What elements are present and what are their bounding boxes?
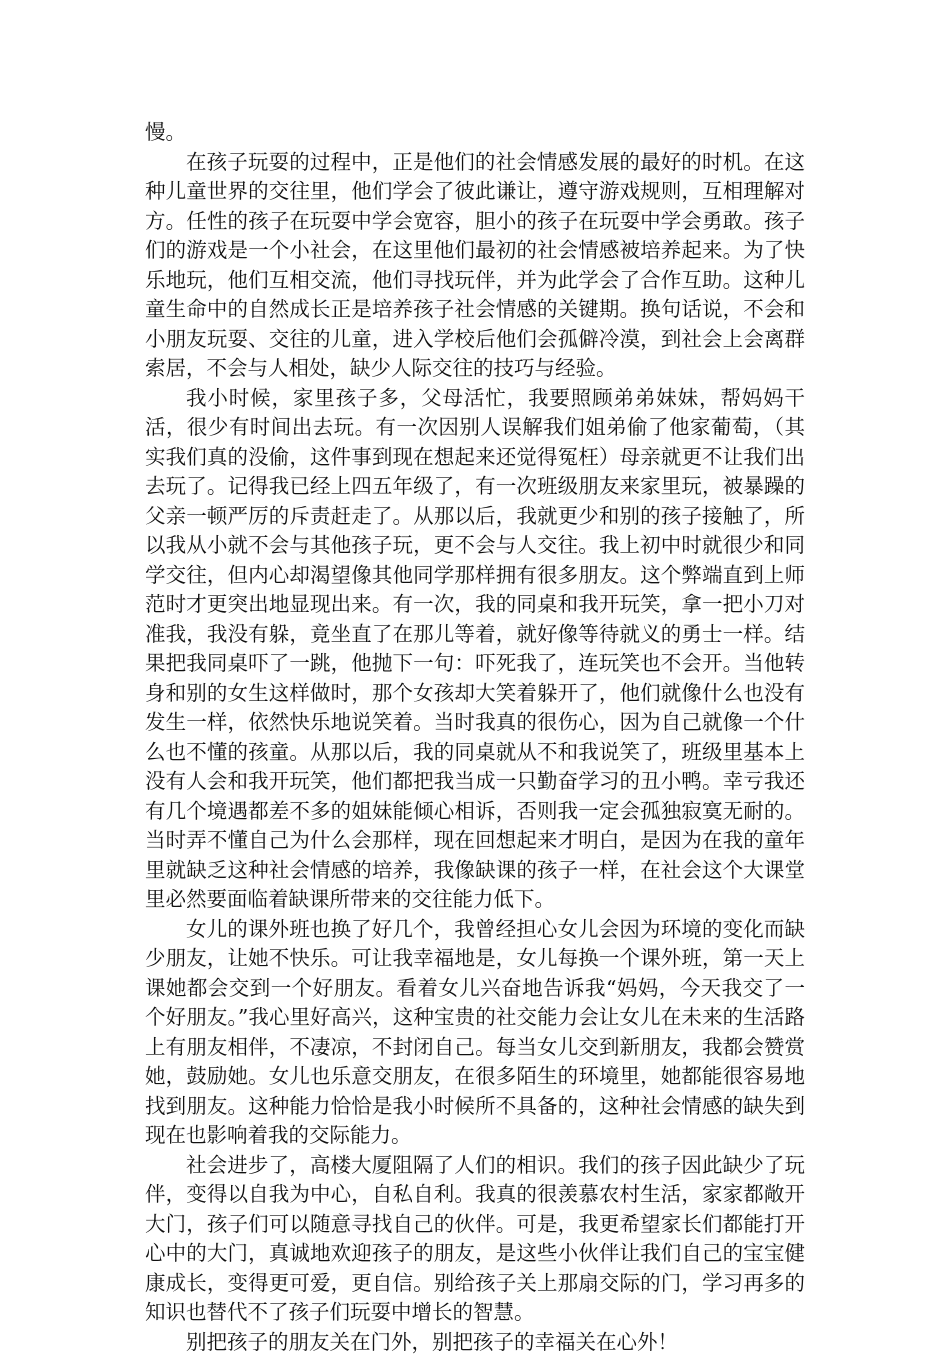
paragraph-closing: 别把孩子的朋友关在门外，别把孩子的幸福关在心外！ — [145, 1328, 805, 1357]
document-body — [145, 118, 805, 1357]
paragraph-continuation: 慢。 — [145, 118, 805, 148]
paragraph-daughter-friends: 女儿的课外班也换了好几个，我曾经担心女儿会因为环境的变化而缺少朋友，让她不快乐。可让我幸福地是，女儿每换一个课外班，第一天上课她都会交到一个好朋友。看着女儿兴奋地告诉我“妈妈，今天我交了一个好朋友。”我心里好高兴，这种宝贵的社交能力会让女儿在未来的生活路上有朋友相伴，不凄凉，不封闭自己。每当女儿交到新朋友，我都会赞赏她，鼓励她。女儿也乐意交朋友，在很多陌生的环境里，她都能很容易地找到朋友。这种能力恰恰是我小时候所不具备的，这种社会情感的缺失到现在也影响着我的交际能力。 — [145, 915, 805, 1151]
paragraph-childhood-memory: 我小时候，家里孩子多，父母活忙，我要照顾弟弟妹妹，帮妈妈干活，很少有时间出去玩。有一次因别人误解我们姐弟偷了他家葡萄，（其实我们真的没偷，这件事到现在想起来还觉得冤枉）母亲就更不让我们出去玩了。记得我已经上四五年级了，有一次班级朋友来家里玩，被暴躁的父亲一顿严厉的斥责赶走了。从那以后，我就更少和别的孩子接触了，所以我从小就不会与其他孩子玩，更不会与人交往。我上初中时就很少和同学交往，但内心却渴望像其他同学那样拥有很多朋友。这个弊端直到上师范时才更突出地显现出来。有一次，我的同桌和我开玩笑，拿一把小刀对准我，我没有躲，竟坐直了在那儿等着，就好像等待就义的勇士一样。结果把我同桌吓了一跳，他抛下一句：吓死我了，连玩笑也不会开。当他转身和别的女生这样做时，那个女孩却大笑着躲开了，他们就像什么也没有发生一样，依然快乐地说笑着。当时我真的很伤心，因为自己就像一个什么也不懂的孩童。从那以后，我的同桌就从不和我说笑了，班级里基本上没有人会和我开玩笑，他们都把我当成一只勤奋学习的丑小鸭。幸亏我还有几个境遇都差不多的姐妹能倾心相诉，否则我一定会孤独寂寞无耐的。当时弄不懂自己为什么会那样，现在回想起来才明白，是因为在我的童年里就缺乏这种社会情感的培养，我像缺课的孩子一样，在社会这个大课堂里必然要面临着缺课所带来的交往能力低下。 — [145, 384, 805, 915]
paragraph-play-social-emotion: 在孩子玩耍的过程中，正是他们的社会情感发展的最好的时机。在这种儿童世界的交往里，他们学会了彼此谦让，遵守游戏规则，互相理解对方。任性的孩子在玩耍中学会宽容，胆小的孩子在玩耍中学会勇敢。孩子们的游戏是一个小社会，在这里他们最初的社会情感被培养起来。为了快乐地玩，他们互相交流，他们寻找玩伴，并为此学会了合作互助。这种儿童生命中的自然成长正是培养孩子社会情感的关键期。换句话说，不会和小朋友玩耍、交往的儿童，进入学校后他们会孤僻冷漠，到社会上会离群索居，不会与人相处，缺少人际交往的技巧与经验。 — [145, 148, 805, 384]
paragraph-society-progress: 社会进步了，高楼大厦阻隔了人们的相识。我们的孩子因此缺少了玩伴，变得以自我为中心，自私自利。我真的很羡慕农村生活，家家都敞开大门，孩子们可以随意寻找自己的伙伴。可是，我更希望家长们都能打开心中的大门，真诚地欢迎孩子的朋友，是这些小伙伴让我们自己的宝宝健康成长，变得更可爱，更自信。别给孩子关上那扇交际的门，学习再多的知识也替代不了孩子们玩耍中增长的智慧。 — [145, 1151, 805, 1328]
